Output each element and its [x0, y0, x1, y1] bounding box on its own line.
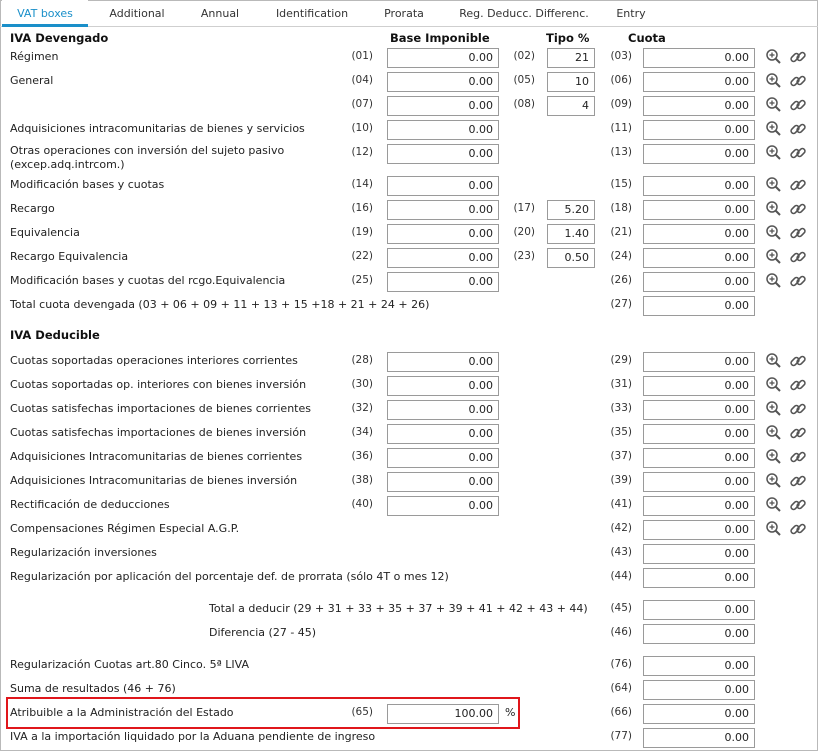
- box-code: (19): [351, 226, 373, 238]
- base-field[interactable]: 0.00: [387, 224, 499, 244]
- row-label: Adquisiciones Intracomunitarias de bienes inversión: [10, 474, 298, 487]
- box-code: (28): [351, 354, 373, 366]
- row-compensaciones: [0, 518, 818, 542]
- tab-reg-deducc-differenc[interactable]: Reg. Deducc. Differenc.: [459, 7, 589, 20]
- box-code: (76): [610, 658, 632, 670]
- row-label: Compensaciones Régimen Especial A.G.P.: [10, 522, 240, 535]
- link-icon[interactable]: [789, 472, 807, 490]
- cuota-field[interactable]: 0.00: [643, 48, 755, 68]
- row-label: Recargo Equivalencia: [10, 250, 129, 263]
- row-label: IVA a la importación liquidado por la Aduana pendiente de ingreso: [10, 730, 376, 743]
- cuota-field[interactable]: 0.00: [643, 568, 755, 588]
- box-code: (01): [351, 50, 373, 62]
- link-icon[interactable]: [789, 96, 807, 114]
- row-label: Adquisiciones intracomunitarias de bienes y servicios: [10, 122, 305, 135]
- row-label: Total a deducir (29 + 31 + 33 + 35 + 37 + 39 + 41 + 42 + 43 + 44): [209, 602, 588, 615]
- zoom-in-icon[interactable]: [765, 176, 783, 194]
- zoom-in-icon[interactable]: [765, 472, 783, 490]
- base-field[interactable]: 0.00: [387, 120, 499, 140]
- box-code: (15): [610, 178, 632, 190]
- box-code: (42): [610, 522, 632, 534]
- row-cs-importaciones-inversion: [0, 422, 818, 446]
- row-label: Modificación bases y cuotas del rcgo.Equivalencia: [10, 274, 286, 287]
- link-icon[interactable]: [789, 520, 807, 538]
- box-code: (02): [513, 50, 535, 62]
- box-code: (41): [610, 498, 632, 510]
- box-code: (45): [610, 602, 632, 614]
- row-modificacion-bases: [0, 174, 818, 198]
- cuota-field[interactable]: 0.00: [643, 96, 755, 116]
- cuota-field[interactable]: 0.00: [643, 376, 755, 396]
- box-code: (18): [610, 202, 632, 214]
- cuota-field[interactable]: 0.00: [643, 296, 755, 316]
- link-icon[interactable]: [789, 72, 807, 90]
- row-label: Recargo: [10, 202, 55, 215]
- box-code: (13): [610, 146, 632, 158]
- box-code: (05): [513, 74, 535, 86]
- row-label: Regularización inversiones: [10, 546, 157, 559]
- cuota-field[interactable]: 0.00: [643, 704, 755, 724]
- cuota-field[interactable]: 0.00: [643, 496, 755, 516]
- box-code: (38): [351, 474, 373, 486]
- base-field[interactable]: 0.00: [387, 200, 499, 220]
- zoom-in-icon[interactable]: [765, 200, 783, 218]
- base-field[interactable]: 0.00: [387, 176, 499, 196]
- row-diferencia: [0, 622, 818, 646]
- link-icon[interactable]: [789, 376, 807, 394]
- row-cs-interiores-inversion: [0, 374, 818, 398]
- box-code: (77): [610, 730, 632, 742]
- base-field[interactable]: 0.00: [387, 96, 499, 116]
- cuota-field[interactable]: 0.00: [643, 144, 755, 164]
- link-icon[interactable]: [789, 176, 807, 194]
- row-recargo: [0, 198, 818, 222]
- percent-sign: %: [505, 706, 516, 719]
- box-code: (22): [351, 250, 373, 262]
- box-code: (25): [351, 274, 373, 286]
- row-regularizacion-art80: [0, 654, 818, 678]
- row-regularizacion-prorrata: [0, 566, 818, 590]
- header-tipo: Tipo %: [546, 31, 590, 45]
- link-icon[interactable]: [789, 224, 807, 242]
- link-icon[interactable]: [789, 48, 807, 66]
- box-code: (32): [351, 402, 373, 414]
- cuota-field[interactable]: 0.00: [643, 200, 755, 220]
- box-code: (35): [610, 426, 632, 438]
- base-field[interactable]: 0.00: [387, 376, 499, 396]
- cuota-field[interactable]: 0.00: [643, 248, 755, 268]
- row-modificacion-rcgo: [0, 270, 818, 294]
- tipo-field[interactable]: 5.20: [547, 200, 595, 220]
- row-label: Cuotas satisfechas importaciones de bienes corrientes: [10, 402, 311, 415]
- zoom-in-icon[interactable]: [765, 248, 783, 266]
- box-code: (16): [351, 202, 373, 214]
- cuota-field[interactable]: 0.00: [643, 544, 755, 564]
- header-cuota: Cuota: [628, 31, 666, 45]
- row-cs-interiores-corrientes: [0, 350, 818, 374]
- cuota-field[interactable]: 0.00: [643, 424, 755, 444]
- box-code: (20): [513, 226, 535, 238]
- cuota-field[interactable]: 0.00: [643, 600, 755, 620]
- zoom-in-icon[interactable]: [765, 72, 783, 90]
- tab-annual[interactable]: Annual: [200, 7, 240, 20]
- row-rectificacion: [0, 494, 818, 518]
- box-code: (31): [610, 378, 632, 390]
- row-label: Cuotas soportadas op. interiores con bienes inversión: [10, 378, 307, 391]
- row-adq-corrientes: [0, 446, 818, 470]
- link-icon[interactable]: [789, 448, 807, 466]
- cuota-field[interactable]: 0.00: [643, 472, 755, 492]
- row-label: Suma de resultados (46 + 76): [10, 682, 176, 695]
- row-label: Cuotas satisfechas importaciones de bienes inversión: [10, 426, 307, 439]
- link-icon[interactable]: [789, 352, 807, 370]
- row-iva-importacion: [0, 726, 818, 750]
- base-field[interactable]: 0.00: [387, 424, 499, 444]
- box-code: (30): [351, 378, 373, 390]
- cuota-field[interactable]: 0.00: [643, 624, 755, 644]
- box-code: (65): [351, 706, 373, 718]
- row-total-devengada: [0, 294, 818, 318]
- row-label: Equivalencia: [10, 226, 80, 239]
- row-07: [0, 94, 818, 118]
- row-recargo-equivalencia: [0, 246, 818, 270]
- tipo-field[interactable]: 1.40: [547, 224, 595, 244]
- section-iva-devengado: IVA Devengado: [10, 31, 109, 45]
- base-field[interactable]: 0.00: [387, 248, 499, 268]
- cuota-field[interactable]: 0.00: [643, 400, 755, 420]
- link-icon[interactable]: [789, 248, 807, 266]
- zoom-in-icon[interactable]: [765, 144, 783, 162]
- box-code: (08): [513, 98, 535, 110]
- zoom-in-icon[interactable]: [765, 400, 783, 418]
- box-code: (34): [351, 426, 373, 438]
- row-otras-operaciones: [0, 142, 818, 171]
- row-label: Otras operaciones con inversión del sujeto pasivo (excep.adq.intrcom.): [10, 144, 285, 171]
- box-code: (64): [610, 682, 632, 694]
- row-label: Regularización Cuotas art.80 Cinco. 5ª LIVA: [10, 658, 249, 671]
- box-code: (21): [610, 226, 632, 238]
- box-code: (06): [610, 74, 632, 86]
- cuota-field[interactable]: 0.00: [643, 272, 755, 292]
- row-total-deducir: [0, 598, 818, 622]
- base-field[interactable]: 0.00: [387, 448, 499, 468]
- row-general: [0, 70, 818, 94]
- base-field[interactable]: 0.00: [387, 496, 499, 516]
- base-field[interactable]: 0.00: [387, 72, 499, 92]
- box-code: (43): [610, 546, 632, 558]
- base-field[interactable]: 0.00: [387, 352, 499, 372]
- link-icon[interactable]: [789, 400, 807, 418]
- base-field[interactable]: 0.00: [387, 48, 499, 68]
- row-label: Total cuota devengada (03 + 06 + 09 + 11 + 13 + 15 +18 + 21 + 24 + 26): [10, 298, 430, 311]
- link-icon[interactable]: [789, 424, 807, 442]
- box-code: (40): [351, 498, 373, 510]
- tab-entry[interactable]: Entry: [616, 7, 646, 20]
- box-code: (09): [610, 98, 632, 110]
- row-label: Cuotas soportadas operaciones interiores corrientes: [10, 354, 298, 367]
- box-code: (39): [610, 474, 632, 486]
- tipo-field[interactable]: 0.50: [547, 248, 595, 268]
- link-icon[interactable]: [789, 272, 807, 290]
- zoom-in-icon[interactable]: [765, 48, 783, 66]
- tab-vat-boxes[interactable]: VAT boxes: [2, 0, 88, 27]
- row-label: Régimen: [10, 50, 59, 63]
- link-icon[interactable]: [789, 496, 807, 514]
- cuota-field[interactable]: 0.00: [643, 520, 755, 540]
- zoom-in-icon[interactable]: [765, 352, 783, 370]
- box-code: (03): [610, 50, 632, 62]
- highlight-box: [6, 697, 520, 729]
- base-field[interactable]: 0.00: [387, 400, 499, 420]
- link-icon[interactable]: [789, 120, 807, 138]
- row-label: Adquisiciones Intracomunitarias de bienes corrientes: [10, 450, 303, 463]
- row-adq-intracomunitarias: [0, 118, 818, 142]
- box-code: (23): [513, 250, 535, 262]
- box-code: (33): [610, 402, 632, 414]
- row-label: Regularización por aplicación del porcentaje def. de prorrata (sólo 4T o mes 12): [10, 570, 449, 583]
- cuota-field[interactable]: 0.00: [643, 728, 755, 748]
- tab-identification[interactable]: Identification: [275, 7, 349, 20]
- tipo-field[interactable]: 21: [547, 48, 595, 68]
- box-code: (46): [610, 626, 632, 638]
- box-code: (12): [351, 146, 373, 158]
- base-field[interactable]: 0.00: [387, 144, 499, 164]
- box-code: (07): [351, 98, 373, 110]
- row-equivalencia: [0, 222, 818, 246]
- box-code: (29): [610, 354, 632, 366]
- link-icon[interactable]: [789, 200, 807, 218]
- row-label: Modificación bases y cuotas: [10, 178, 165, 191]
- cuota-field[interactable]: 0.00: [643, 120, 755, 140]
- zoom-in-icon[interactable]: [765, 496, 783, 514]
- zoom-in-icon[interactable]: [765, 96, 783, 114]
- atribuible-percentage-field[interactable]: 100.00: [387, 704, 499, 724]
- section-iva-deducible: IVA Deducible: [10, 328, 100, 342]
- row-adq-inversion: [0, 470, 818, 494]
- cuota-field[interactable]: 0.00: [643, 176, 755, 196]
- box-code: (04): [351, 74, 373, 86]
- cuota-field[interactable]: 0.00: [643, 656, 755, 676]
- box-code: (26): [610, 274, 632, 286]
- tipo-field[interactable]: 10: [547, 72, 595, 92]
- row-label: General: [10, 74, 54, 87]
- tab-bar: [0, 0, 818, 27]
- row-cs-importaciones-corrientes: [0, 398, 818, 422]
- box-code: (17): [513, 202, 535, 214]
- cuota-field[interactable]: 0.00: [643, 72, 755, 92]
- tipo-field[interactable]: 4: [547, 96, 595, 116]
- cuota-field[interactable]: 0.00: [643, 680, 755, 700]
- link-icon[interactable]: [789, 144, 807, 162]
- zoom-in-icon[interactable]: [765, 224, 783, 242]
- row-label: Rectificación de deducciones: [10, 498, 170, 511]
- box-code: (36): [351, 450, 373, 462]
- row-regimen: [0, 46, 818, 70]
- zoom-in-icon[interactable]: [765, 424, 783, 442]
- base-field[interactable]: 0.00: [387, 472, 499, 492]
- cuota-field[interactable]: 0.00: [643, 352, 755, 372]
- header-base-imponible: Base Imponible: [390, 31, 490, 45]
- row-regularizacion-inversiones: [0, 542, 818, 566]
- box-code: (11): [610, 122, 632, 134]
- row-label: Diferencia (27 - 45): [209, 626, 317, 639]
- row-label: Atribuible a la Administración del Estado: [10, 706, 234, 719]
- box-code: (10): [351, 122, 373, 134]
- box-code: (14): [351, 178, 373, 190]
- box-code: (44): [610, 570, 632, 582]
- zoom-in-icon[interactable]: [765, 520, 783, 538]
- tab-prorata[interactable]: Prorata: [384, 7, 424, 20]
- cuota-field[interactable]: 0.00: [643, 448, 755, 468]
- zoom-in-icon[interactable]: [765, 120, 783, 138]
- tab-additional[interactable]: Additional: [109, 7, 165, 20]
- zoom-in-icon[interactable]: [765, 376, 783, 394]
- box-code: (24): [610, 250, 632, 262]
- box-code: (27): [610, 298, 632, 310]
- cuota-field[interactable]: 0.00: [643, 224, 755, 244]
- box-code: (37): [610, 450, 632, 462]
- zoom-in-icon[interactable]: [765, 272, 783, 290]
- base-field[interactable]: 0.00: [387, 272, 499, 292]
- box-code: (66): [610, 706, 632, 718]
- zoom-in-icon[interactable]: [765, 448, 783, 466]
